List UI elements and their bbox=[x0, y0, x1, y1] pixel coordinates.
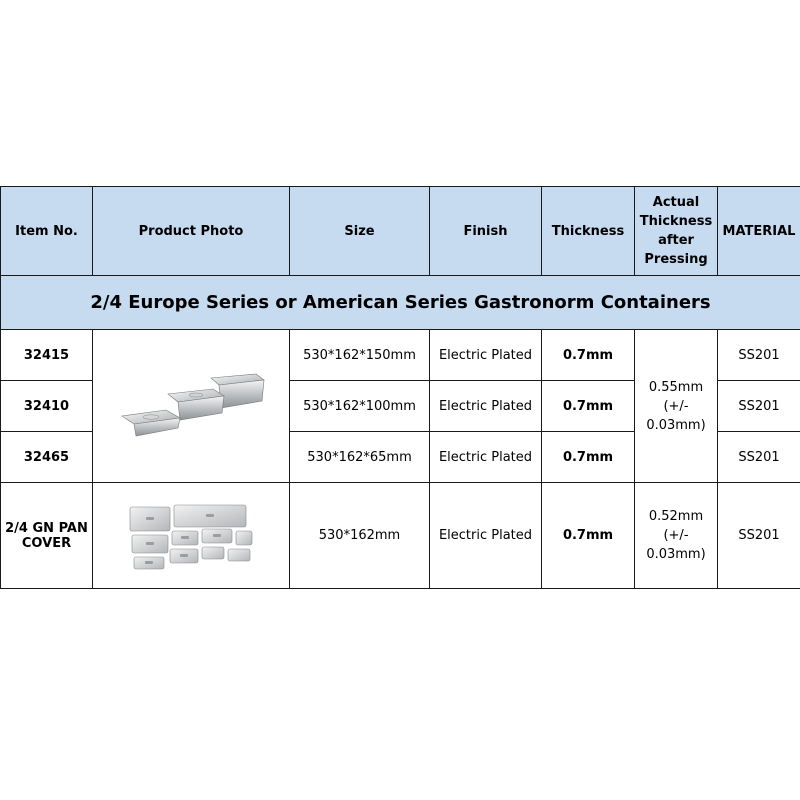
item-no-line: COVER bbox=[21, 535, 72, 551]
size-cell: 530*162mm bbox=[290, 483, 430, 589]
actual-thickness-cell bbox=[635, 330, 718, 483]
actual-thickness-line: 0.52mm bbox=[648, 509, 704, 524]
finish-cell: Electric Plated bbox=[430, 483, 542, 589]
series-banner: 2/4 Europe Series or American Series Gastronorm Containers bbox=[1, 276, 800, 330]
header-material: MATERIAL bbox=[718, 187, 800, 276]
header-actual-line: Actual bbox=[652, 195, 700, 210]
header-row bbox=[1, 187, 800, 276]
series-banner-row bbox=[1, 276, 800, 330]
item-no-line: 2/4 GN PAN bbox=[5, 520, 88, 536]
size-cell: 530*162*65mm bbox=[290, 432, 430, 483]
finish-cell: Electric Plated bbox=[430, 381, 542, 432]
product-photo-containers bbox=[93, 330, 290, 483]
spec-table bbox=[0, 186, 800, 589]
item-no-cell: 32465 bbox=[1, 432, 93, 483]
item-no-cell bbox=[1, 483, 93, 589]
header-item-no: Item No. bbox=[1, 187, 93, 276]
size-cell: 530*162*150mm bbox=[290, 330, 430, 381]
header-actual-line: after bbox=[658, 233, 694, 248]
thickness-cell: 0.7mm bbox=[542, 330, 635, 381]
cover-set bbox=[130, 505, 252, 569]
item-no-cell: 32415 bbox=[1, 330, 93, 381]
header-actual-line: Thickness bbox=[639, 214, 713, 229]
actual-thickness-cell bbox=[635, 483, 718, 589]
table-row bbox=[1, 483, 800, 589]
actual-thickness-line: 0.55mm bbox=[648, 379, 704, 395]
item-no-cell: 32410 bbox=[1, 381, 93, 432]
material-cell: SS201 bbox=[718, 381, 800, 432]
gn-containers-image bbox=[116, 366, 266, 446]
thickness-cell: 0.7mm bbox=[542, 432, 635, 483]
actual-thickness-line: (+/- bbox=[663, 528, 689, 543]
header-product-photo: Product Photo bbox=[93, 187, 290, 276]
short-pan bbox=[122, 410, 180, 436]
actual-thickness-line: 0.03mm) bbox=[646, 547, 706, 562]
header-size: Size bbox=[290, 187, 430, 276]
table-row bbox=[1, 330, 800, 381]
header-thickness: Thickness bbox=[542, 187, 635, 276]
actual-thickness-line: 0.03mm) bbox=[646, 417, 706, 433]
finish-cell: Electric Plated bbox=[430, 330, 542, 381]
finish-cell: Electric Plated bbox=[430, 432, 542, 483]
thickness-cell: 0.7mm bbox=[542, 381, 635, 432]
material-cell: SS201 bbox=[718, 330, 800, 381]
material-cell: SS201 bbox=[718, 432, 800, 483]
product-photo-covers bbox=[93, 483, 290, 589]
medium-pan bbox=[168, 389, 224, 420]
thickness-cell: 0.7mm bbox=[542, 483, 635, 589]
header-actual-line: Pressing bbox=[644, 252, 708, 267]
gn-pan-covers-image bbox=[126, 501, 256, 571]
material-cell: SS201 bbox=[718, 483, 800, 589]
size-cell: 530*162*100mm bbox=[290, 381, 430, 432]
header-actual-thickness bbox=[635, 187, 718, 276]
actual-thickness-line: (+/- bbox=[663, 398, 689, 414]
header-finish: Finish bbox=[430, 187, 542, 276]
